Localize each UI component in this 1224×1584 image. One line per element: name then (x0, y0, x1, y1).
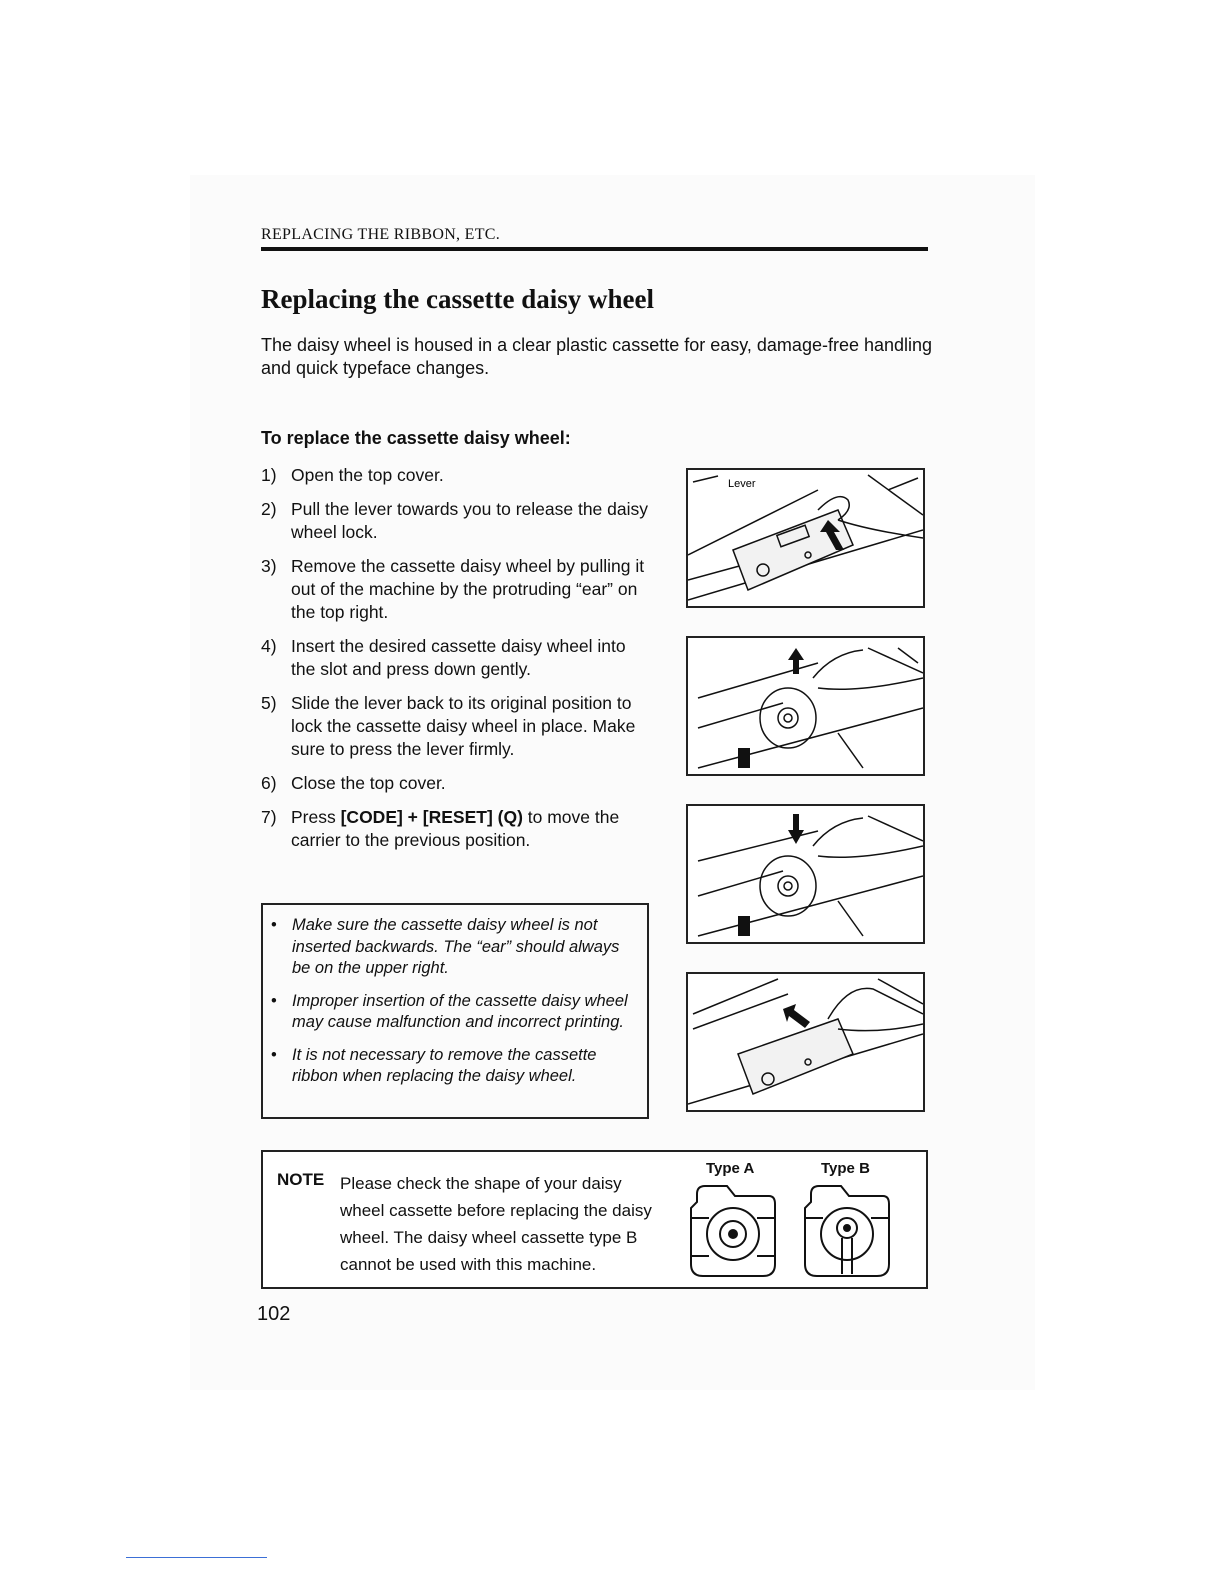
step-number: 7) (261, 807, 277, 827)
step-number: 5) (261, 693, 277, 713)
key-sequence: [CODE] + [RESET] (Q) (340, 807, 523, 827)
step-number: 3) (261, 556, 277, 576)
step-text-before: Press (291, 807, 341, 827)
step-5 (261, 692, 651, 761)
caution-text: It is not necessary to remove the cassette ribbon when replacing the daisy wheel. (292, 1045, 597, 1085)
figure-lever-release (686, 468, 925, 608)
running-head: REPLACING THE RIBBON, ETC. (261, 226, 928, 251)
procedure-heading: To replace the cassette daisy wheel: (261, 428, 571, 448)
page-title: Replacing the cassette daisy wheel (261, 284, 654, 314)
caution-text: Make sure the cassette daisy wheel is not inserted backwards. The “ear” should always be on the upper right. (292, 916, 620, 977)
step-number: 4) (261, 636, 277, 656)
type-b-cassette-icon (801, 1182, 893, 1282)
step-2 (261, 498, 651, 544)
figure-insert-cassette (686, 804, 925, 944)
step-number: 2) (261, 499, 277, 519)
step-3 (261, 555, 651, 624)
step-4 (261, 635, 651, 681)
step-text: Insert the desired cassette daisy wheel into the slot and press down gently. (291, 636, 626, 679)
remove-cassette-illustration (688, 638, 923, 774)
step-text: Pull the lever towards you to release the daisy wheel lock. (291, 499, 648, 542)
insert-cassette-illustration (688, 806, 923, 942)
step-number: 1) (261, 465, 277, 485)
caution-item (271, 991, 635, 1034)
bullet: • (271, 916, 277, 934)
footer-rule (126, 1557, 267, 1558)
lever-illustration (688, 470, 923, 606)
type-b-label: Type B (821, 1160, 870, 1177)
lock-lever-illustration (688, 974, 923, 1110)
figure-remove-cassette (686, 636, 925, 776)
step-7 (261, 806, 651, 852)
caution-box (261, 903, 649, 1119)
step-6 (261, 772, 651, 795)
step-text-after: to move the carrier to the previous position. (291, 807, 620, 850)
step-text: Open the top cover. (291, 465, 444, 485)
type-a-label: Type A (706, 1160, 755, 1177)
page-number: 102 (257, 1303, 291, 1325)
type-a-cassette-icon (687, 1182, 779, 1282)
bullet: • (271, 991, 277, 1010)
steps-list (261, 464, 651, 863)
figure-lock-lever (686, 972, 925, 1112)
step-text: Close the top cover. (291, 773, 446, 793)
note-box (261, 1150, 928, 1289)
step-number: 6) (261, 773, 277, 793)
caution-item (271, 915, 635, 980)
step-text: Slide the lever back to its original position to lock the cassette daisy wheel in place. Make sure to press the lever firmly. (291, 693, 636, 759)
bullet: • (271, 1045, 277, 1064)
note-label: NOTE (277, 1170, 325, 1189)
step-text: Remove the cassette daisy wheel by pulling it out of the machine by the protruding “ear” on the top right. (291, 556, 645, 622)
intro-paragraph: The daisy wheel is housed in a clear plastic cassette for easy, damage-free handling and quick typeface changes. (261, 335, 933, 378)
note-text: Please check the shape of your daisy wheel cassette before replacing the daisy wheel. The daisy wheel cassette type B cannot be used with this machine. (340, 1174, 652, 1274)
caution-item (271, 1045, 635, 1088)
caution-text: Improper insertion of the cassette daisy wheel may cause malfunction and incorrect printing. (292, 991, 628, 1031)
lever-label: Lever (728, 478, 756, 490)
step-1 (261, 464, 651, 487)
